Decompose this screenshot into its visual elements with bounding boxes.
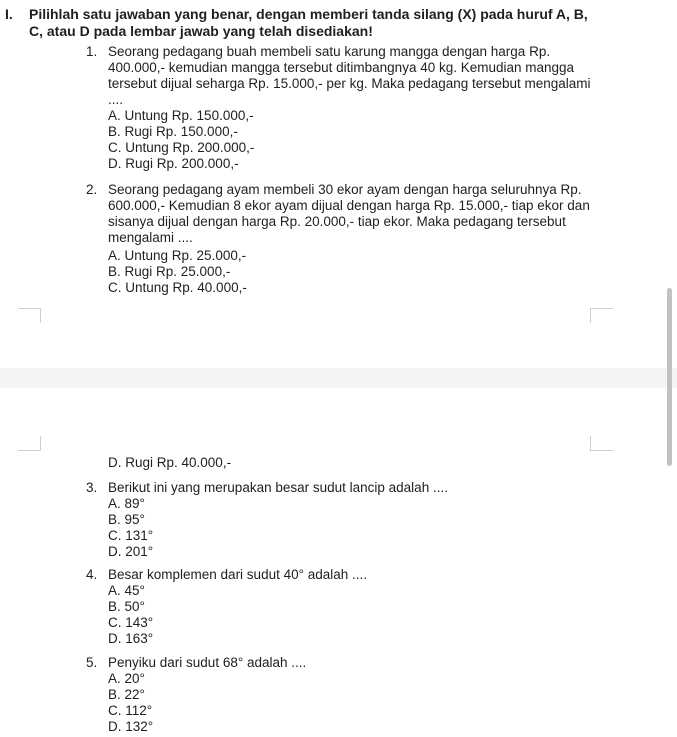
option-b[interactable]: B. Rugi Rp. 150.000,- [108,124,238,139]
options-list [108,455,231,471]
options-list [108,108,254,172]
option-d[interactable]: D. Rugi Rp. 40.000,- [108,455,232,470]
page-break [0,368,677,388]
option-a[interactable]: A. 20° [108,671,145,686]
question-number: 3. [86,480,98,495]
option-d[interactable]: D. 163° [108,631,154,646]
options-list [108,671,153,735]
page-corner-mark [18,308,41,323]
option-d[interactable]: D. 201° [108,544,154,559]
option-c[interactable]: C. 112° [108,703,153,718]
question-text: Besar komplemen dari sudut 40° adalah .... [108,567,368,582]
question-number: 5. [86,655,98,670]
option-a[interactable]: A. Untung Rp. 25.000,- [108,248,247,263]
page-corner-mark [590,436,613,451]
question-text: Seorang pedagang ayam membeli 30 ekor ayam dengan harga seluruhnya Rp. 600.000,- Kemudian 8 ekor ayam dijual dengan harga Rp. 15.000,- tiap ekor dan sisanya dijual dengan harga Rp. 20.000,- tiap ekor. Maka pedagang tersebut mengalami .... [108,182,590,245]
question-number: 1. [86,44,98,59]
option-d[interactable]: D. 132° [108,719,154,734]
instructions-text: Pilihlah satu jawaban yang benar, dengan memberi tanda silang (X) pada huruf A, B, C, atau D pada lembar jawab yang telah disediakan! [29,6,588,39]
option-a[interactable]: A. Untung Rp. 150.000,- [108,108,254,123]
section-number: I. [5,6,13,22]
option-b[interactable]: B. Rugi Rp. 25.000,- [108,264,231,279]
page-corner-mark [18,436,41,451]
option-c[interactable]: C. 131° [108,528,154,543]
option-a[interactable]: A. 45° [108,583,145,598]
option-a[interactable]: A. 89° [108,496,145,511]
option-c[interactable]: C. Untung Rp. 200.000,- [108,140,255,155]
question-text: Berikut ini yang merupakan besar sudut lancip adalah .... [108,480,448,495]
vertical-scrollbar[interactable] [667,288,672,466]
question-text: Penyiku dari sudut 68° adalah .... [108,655,307,670]
option-c[interactable]: C. Untung Rp. 40.000,- [108,280,247,295]
option-d[interactable]: D. Rugi Rp. 200.000,- [108,156,239,171]
option-b[interactable]: B. 50° [108,599,145,614]
question-number: 4. [86,567,98,582]
page-corner-mark [590,308,613,323]
question-text: Seorang pedagang buah membeli satu karung mangga dengan harga Rp. 400.000,- kemudian mangga tersebut ditimbangnya 40 kg. Kemudian mangga tersebut dijual seharga Rp. 15.000,- per kg. Maka pedagang tersebut mengalami .... [108,44,591,107]
option-b[interactable]: B. 95° [108,512,145,527]
options-list [108,248,247,296]
question-number: 2. [86,182,98,197]
options-list [108,496,153,560]
option-c[interactable]: C. 143° [108,615,154,630]
options-list [108,583,153,647]
option-b[interactable]: B. 22° [108,687,145,702]
